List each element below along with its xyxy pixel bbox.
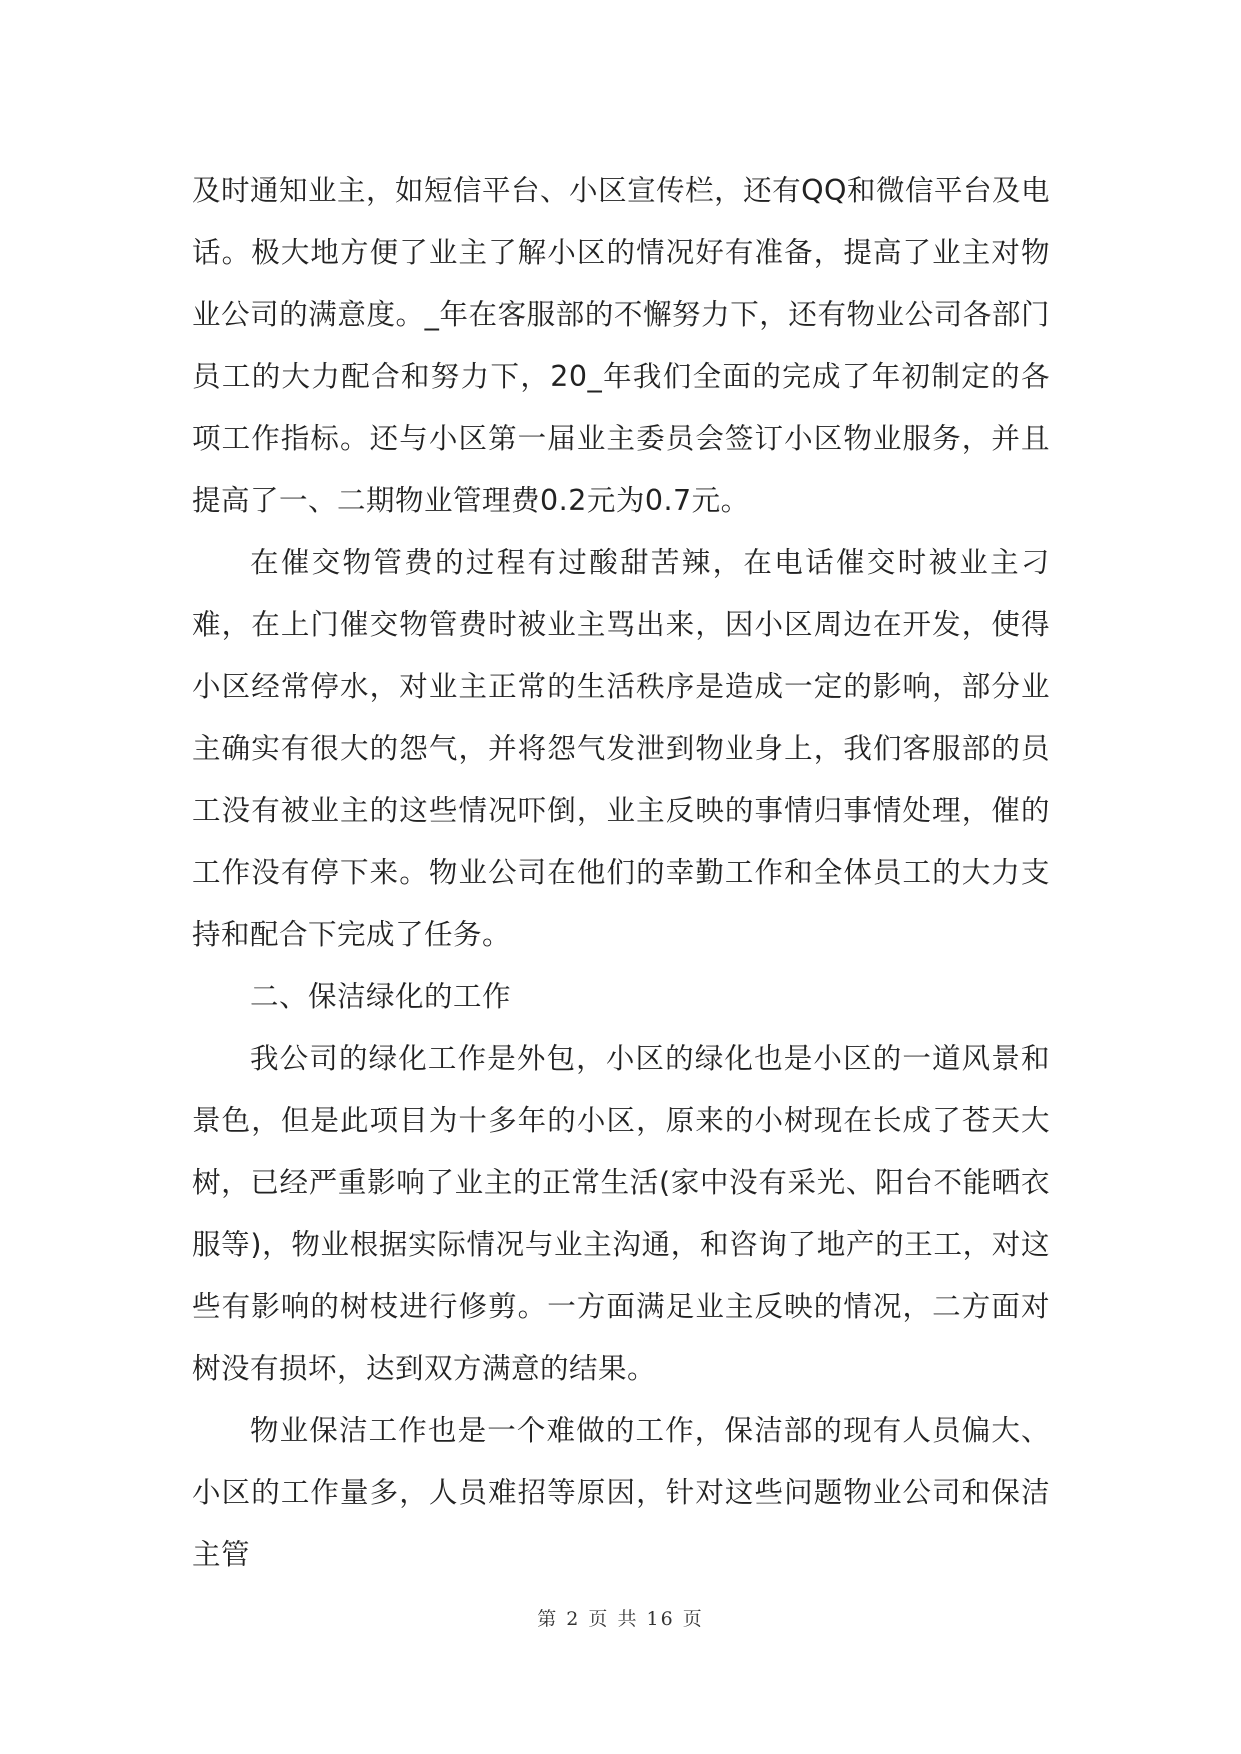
document-body (192, 160, 1050, 1586)
paragraph-4: 我公司的绿化工作是外包，小区的绿化也是小区的一道风景和景色，但是此项目为十多年的小区，原来的小树现在长成了苍天大树，已经严重影响了业主的正常生活(家中没有采光、阳台不能晒衣服等)，物业根据实际情况与业主沟通，和咨询了地产的王工，对这些有影响的树枝进行修剪。一方面满足业主反映的情况，二方面对树没有损坏，达到双方满意的结果。 (192, 1042, 1050, 1385)
paragraph-5: 物业保洁工作也是一个难做的工作，保洁部的现有人员偏大、小区的工作量多，人员难招等原因，针对这些问题物业公司和保洁主管 (192, 1414, 1050, 1571)
page-number-footer: 第 2 页 共 16 页 (537, 1608, 704, 1630)
paragraph-1: 及时通知业主，如短信平台、小区宣传栏，还有QQ和微信平台及电话。极大地方便了业主了解小区的情况好有准备，提高了业主对物业公司的满意度。_年在客服部的不懈努力下，还有物业公司各部门员工的大力配合和努力下，20_年我们全面的完成了年初制定的各项工作指标。还与小区第一届业主委员会签订小区物业服务，并且提高了一、二期物业管理费0.2元为0.7元。 (192, 174, 1050, 517)
paragraph-2: 在催交物管费的过程有过酸甜苦辣，在电话催交时被业主刁难，在上门催交物管费时被业主骂出来，因小区周边在开发，使得小区经常停水，对业主正常的生活秩序是造成一定的影响，部分业主确实有很大的怨气，并将怨气发泄到物业身上，我们客服部的员工没有被业主的这些情况吓倒，业主反映的事情归事情处理，催的工作没有停下来。物业公司在他们的幸勤工作和全体员工的大力支持和配合下完成了任务。 (192, 546, 1050, 951)
section-heading-cleaning-greening: 二、保洁绿化的工作 (250, 980, 512, 1013)
